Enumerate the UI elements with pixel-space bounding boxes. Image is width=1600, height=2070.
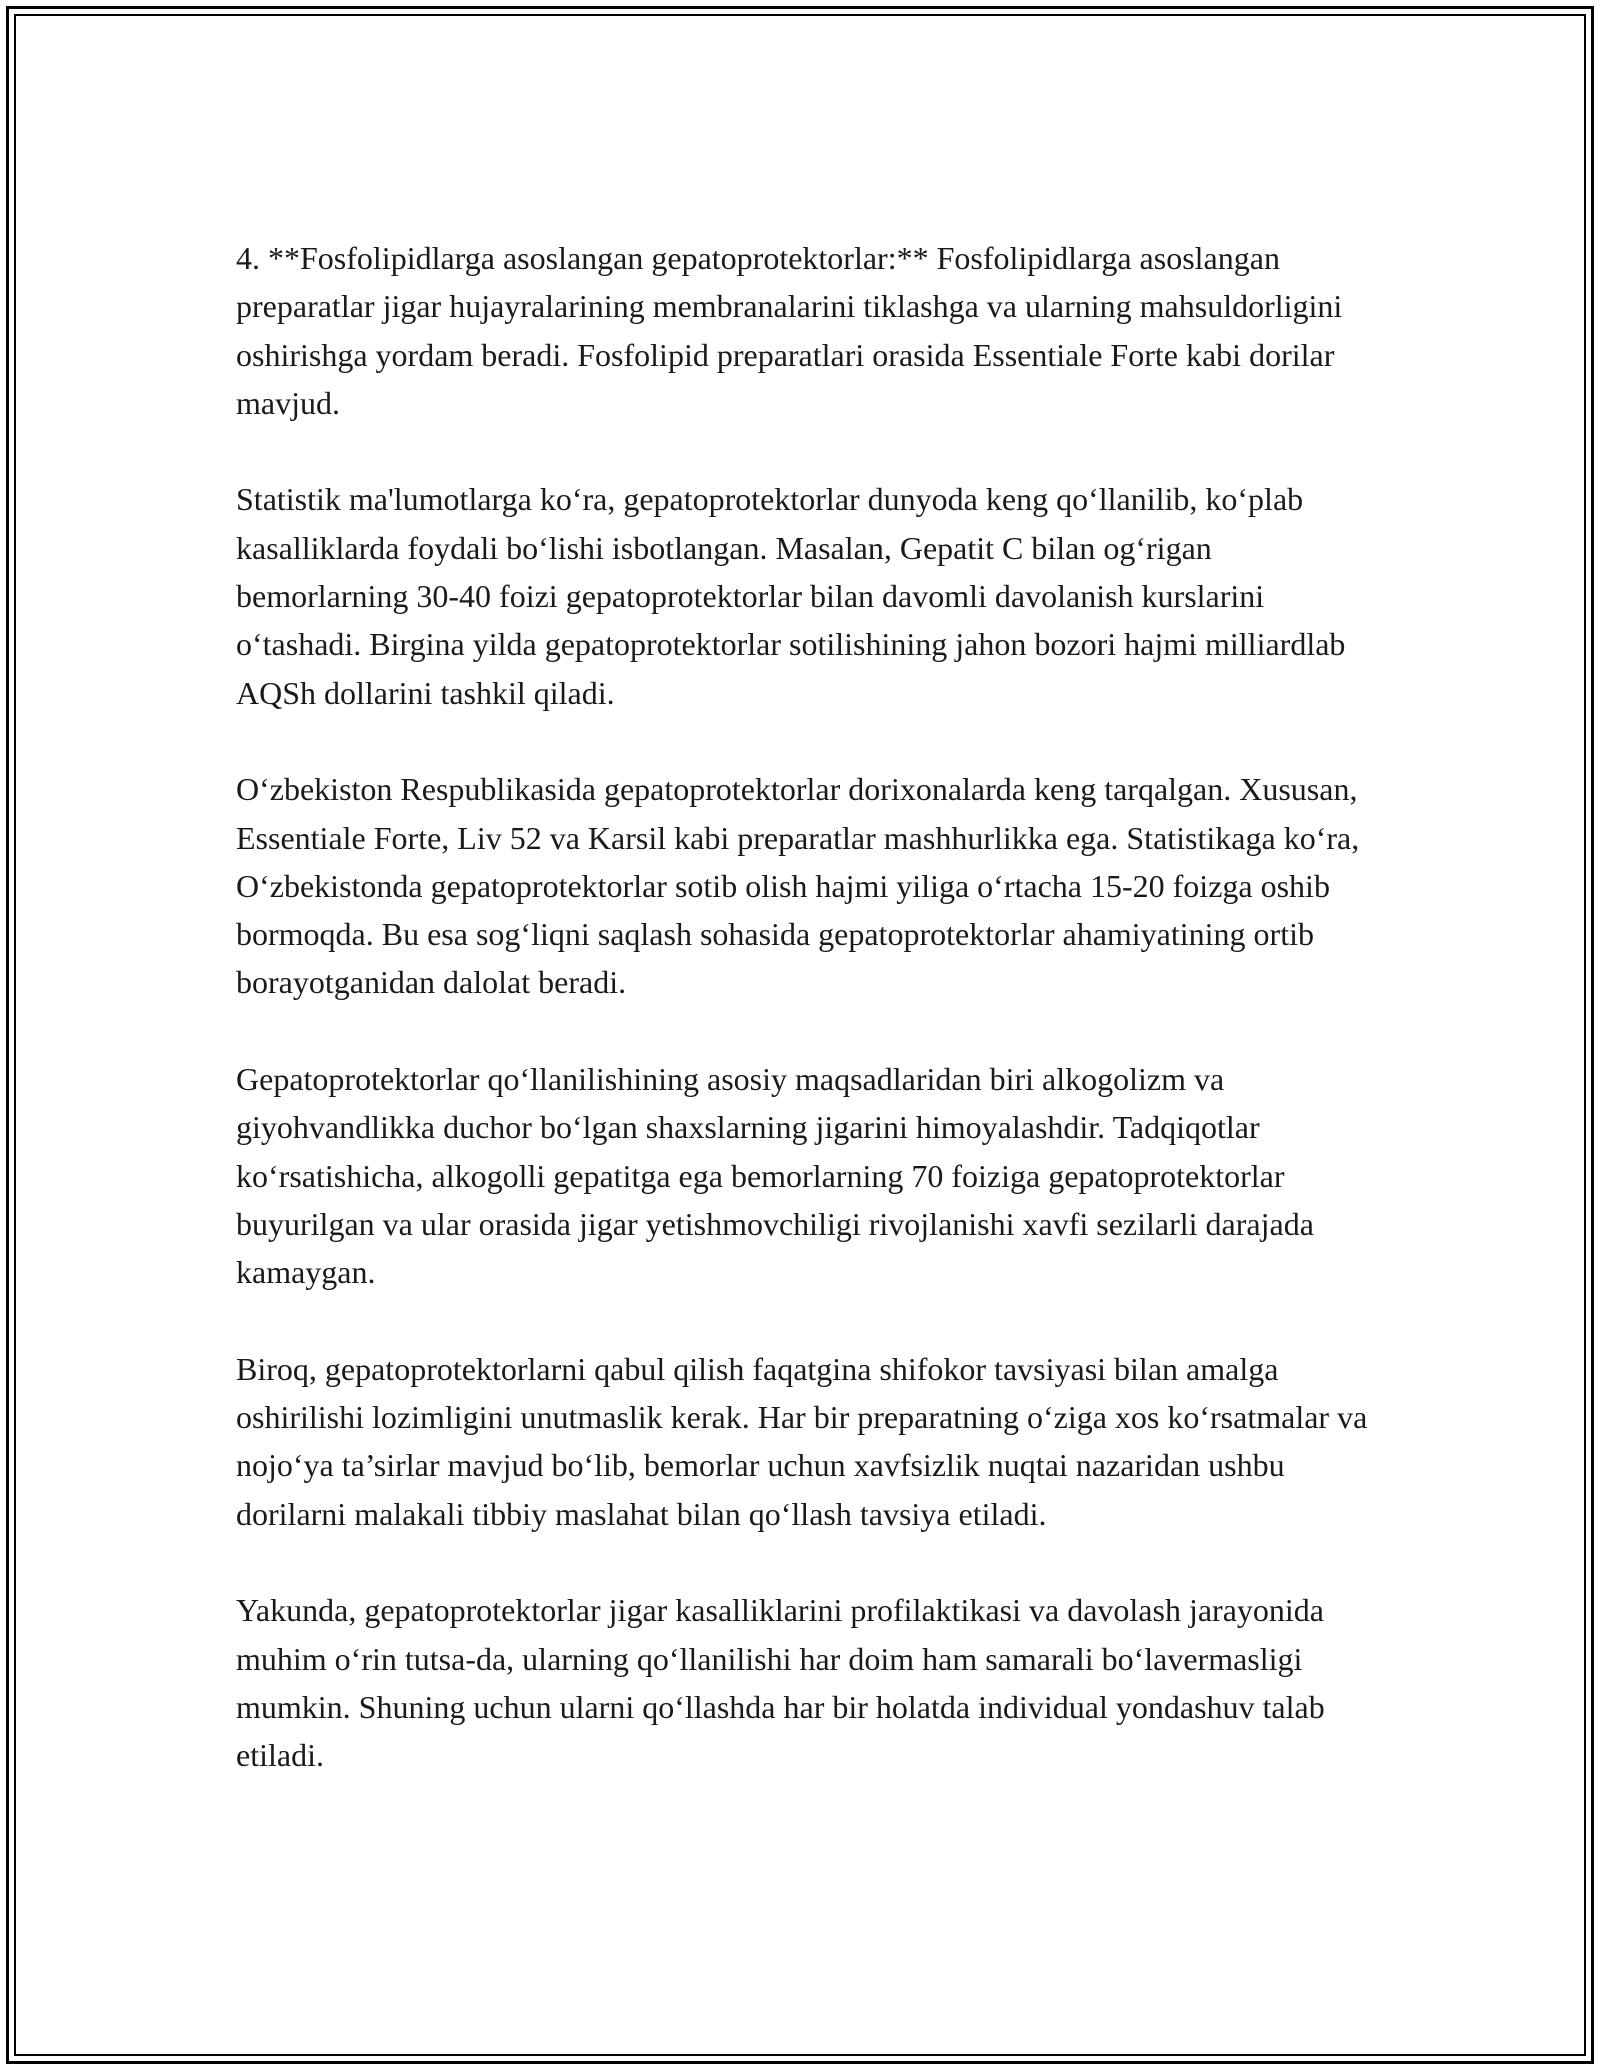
paragraph-alcoholism: Gepatoprotektorlar qo‘llanilishining asosiy maqsadlaridan biri alkogolizm va giyohvandlikka duchor bo‘lgan shaxslarning jigarini himoyalashdir. Tadqiqotlar ko‘rsatishicha, alkogolli gepatitga ega bemorlarning 70 foiziga gepatoprotektorlar buyurilgan va ular orasida jigar yetishmovchiligi rivojlanishi xavfi sezilarli darajada kamaygan. (236, 1061, 1314, 1291)
paragraph-phospholipid: 4. **Fosfolipidlarga asoslangan gepatoprotektorlar:** Fosfolipidlarga asoslangan preparatlar jigar hujayralarining membranalarini tiklashga va ularning mahsuldorligini oshirishga yordam beradi. Fosfolipid preparatlari orasida Essentiale Forte kabi dorilar mavjud. (236, 240, 1343, 421)
paragraph-conclusion: Yakunda, gepatoprotektorlar jigar kasalliklarini profilaktikasi va davolash jarayonida muhim o‘rin tutsa-da, ularning qo‘llanilishi har doim ham samarali bo‘lavermasligi mumkin. Shuning uchun ularni qo‘llashda har bir holatda individual yondashuv talab etiladi. (236, 1592, 1325, 1774)
paragraph-statistics-world: Statistik ma'lumotlarga ko‘ra, gepatoprotektorlar dunyoda keng qo‘llanilib, ko‘plab kasalliklarda foydali bo‘lishi isbotlangan. Masalan, Gepatit C bilan og‘rigan bemorlarning 30-40 foizi gepatoprotektorlar bilan davomli davolanish kurslarini o‘tashadi. Birgina yilda gepatoprotektorlar sotilishining jahon bozori hajmi milliardlab AQSh dollarini tashkil qiladi. (236, 481, 1346, 711)
paragraph-doctor-advice: Biroq, gepatoprotektorlarni qabul qilish faqatgina shifokor tavsiyasi bilan amalga oshirilishi lozimligini unutmaslik kerak. Har bir preparatning o‘ziga xos ko‘rsatmalar va nojo‘ya ta’sirlar mavjud bo‘lib, bemorlar uchun xavfsizlik nuqtai nazaridan ushbu dorilarni malakali tibbiy maslahat bilan qo‘llash tavsiya etiladi. (236, 1350, 1368, 1532)
paragraph-uzbekistan: O‘zbekiston Respublikasida gepatoprotektorlar dorixonalarda keng tarqalgan. Xususan, Essentiale Forte, Liv 52 va Karsil kabi preparatlar mashhurlikka ega. Statistikaga ko‘ra, O‘zbekistonda gepatoprotektorlar sotib olish hajmi yiliga o‘rtacha 15-20 foizga oshib bormoqda. Bu esa sog‘liqni saqlash sohasida gepatoprotektorlar ahamiyatining ortib borayotganidan dalolat beradi. (236, 771, 1360, 1001)
document-body (236, 234, 1376, 1780)
